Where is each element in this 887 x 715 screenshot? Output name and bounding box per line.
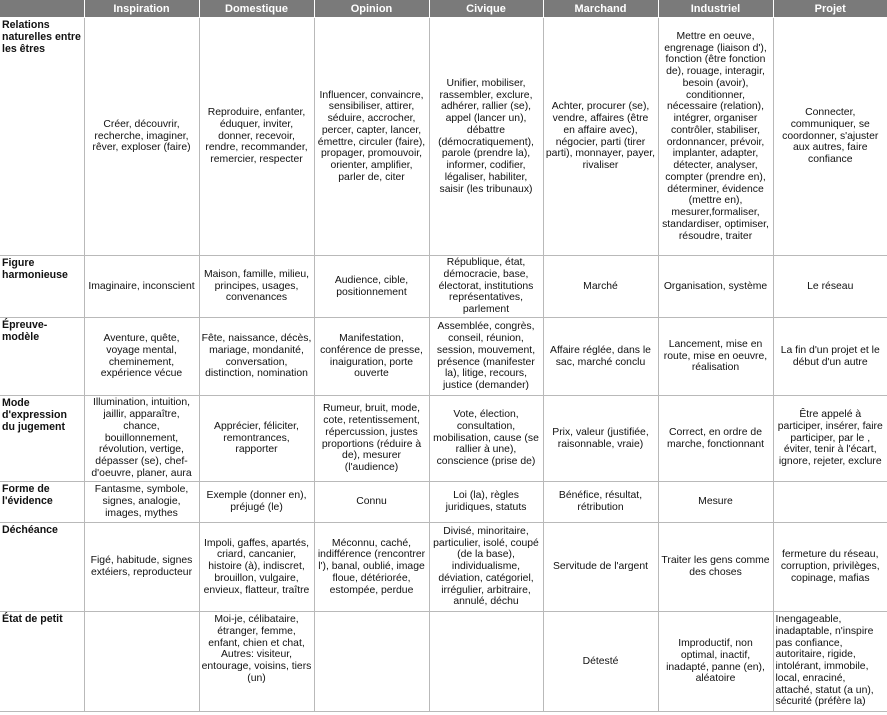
table-cell: Moi-je, célibataire, étranger, femme, enfant, chien et chat, Autres: visiteur, entourage, voisins, tiers (un) [199,612,314,712]
table-cell: Manifestation, conférence de presse, inaiguration, porte ouverte [314,318,429,396]
table-cell: Le réseau [773,256,887,318]
table-cell: Lancement, mise en route, mise en oeuvre, réalisation [658,318,773,396]
table-cell: Assemblée, congrès, conseil, réunion, session, mouvement, présence (manifester la), litige, recours, justice (demander) [429,318,543,396]
table-cell: Reproduire, enfanter, éduquer, inviter, donner, recevoir, rendre, recommander, remercier, respecter [199,18,314,256]
table-cell: Connu [314,482,429,523]
table-cell: Audience, cible, positionnement [314,256,429,318]
table-cell: La fin d'un projet et le début d'un autre [773,318,887,396]
table-cell: Affaire réglée, dans le sac, marché conclu [543,318,658,396]
header-projet: Projet [773,0,887,18]
table-cell [773,482,887,523]
header-civique: Civique [429,0,543,18]
table-cell: Méconnu, caché, indifférence (rencontrer l'), banal, oublié, image floue, détériorée, estompée, perdue [314,523,429,612]
table-cell: Impoli, gaffes, apartés, criard, cancanier, histoire (à), indiscret, brouillon, vulgaire, envieux, flatteur, traître [199,523,314,612]
header-row [0,0,887,18]
table-cell: Inengageable, inadaptable, n'inspire pas confiance, autoritaire, rigide, intolérant, immobile, local, enraciné, attaché, statut (a un), sécurité (préfère la) [773,612,887,712]
table-cell: Servitude de l'argent [543,523,658,612]
table-cell [314,612,429,712]
header-domestique: Domestique [199,0,314,18]
row-label: État de petit [0,612,84,712]
table-cell: Vote, élection, consultation, mobilisation, cause (se rallier à une), conscience (prise de) [429,396,543,482]
row-label: Forme de l'évidence [0,482,84,523]
table-cell: Aventure, quête, voyage mental, cheminement, expérience vécue [84,318,199,396]
table-cell: Improductif, non optimal, inactif, inadapté, panne (en), aléatoire [658,612,773,712]
row-epreuve-modele [0,318,887,396]
table-cell: Détesté [543,612,658,712]
table-cell: Influencer, convaincre, sensibiliser, attirer, séduire, accrocher, percer, capter, lancer, émettre, circuler (faire), propager, promouvoir, orienter, amplifier, parler de, citer [314,18,429,256]
table-cell: Marché [543,256,658,318]
table-cell: Achter, procurer (se), vendre, affaires (être en affaire avec), négocier, parti (tirer parti), monnayer, payer, rivaliser [543,18,658,256]
table-cell: Fête, naissance, décès, mariage, mondanité, conversation, distinction, nomination [199,318,314,396]
row-label: Déchéance [0,523,84,612]
table-cell [429,612,543,712]
row-label: Relations naturelles entre les êtres [0,18,84,256]
table-cell: Fantasme, symbole, signes, analogie, images, mythes [84,482,199,523]
table-cell: Loi (la), règles juridiques, statuts [429,482,543,523]
table-cell: Unifier, mobiliser, rassembler, exclure, adhérer, rallier (se), appel (lancer un), débattre (démocratiquement), parole (prendre la), informer, codifier, légaliser, habiliter, saisir (les tribunaux) [429,18,543,256]
row-figure-harmonieuse [0,256,887,318]
header-industriel: Industriel [658,0,773,18]
table-cell: République, état, démocracie, base, électorat, institutions représentatives, parlement [429,256,543,318]
table-cell: Exemple (donner en), préjugé (le) [199,482,314,523]
table-cell: Apprécier, féliciter, remontrances, rapporter [199,396,314,482]
table-cell: Mettre en oeuve, engrenage (liaison d'), fonction (être fonction de), rouage, interagir, besoin (avoir), conditionner, nécessaire (relation), intégrer, organiser contrôler, stabiliser, ordonnancer, prévoir, implanter, adapter, détecter, analyser, compter (prendre en), déterminer, évidence (mettre en), mesurer,formaliser, standardiser, optimiser, résoudre, traiter [658,18,773,256]
table-cell: Rumeur, bruit, mode, cote, retentissement, répercussion, justes proportions (réduire à de), mesurer (l'audience) [314,396,429,482]
row-forme-evidence [0,482,887,523]
table-cell: Créer, découvrir, recherche, imaginer, rêver, exploser (faire) [84,18,199,256]
table-cell: Figé, habitude, signes extéiers, reproducteur [84,523,199,612]
header-corner [0,0,84,18]
table-cell: Prix, valeur (justifiée, raisonnable, vraie) [543,396,658,482]
table-cell: Maison, famille, milieu, principes, usages, convenances [199,256,314,318]
row-relations-naturelles [0,18,887,256]
header-marchand: Marchand [543,0,658,18]
table-cell: Être appelé à participer, insérer, faire participer, par le , éviter, tenir à l'écart, ignore, rejeter, exclure [773,396,887,482]
table-cell [84,612,199,712]
table-cell: Imaginaire, inconscient [84,256,199,318]
row-mode-expression [0,396,887,482]
header-opinion: Opinion [314,0,429,18]
table-cell: fermeture du réseau, corruption, privilèges, copinage, mafias [773,523,887,612]
table-cell: Organisation, système [658,256,773,318]
table-cell: Divisé, minoritaire, particulier, isolé, coupé (de la base), individualisme, déviation, catégoriel, irrégulier, arbitraire, annulé, déchu [429,523,543,612]
table-cell: Correct, en ordre de marche, fonctionnant [658,396,773,482]
table-cell: Traiter les gens comme des choses [658,523,773,612]
table-cell: Mesure [658,482,773,523]
row-label: Mode d'expression du jugement [0,396,84,482]
header-inspiration: Inspiration [84,0,199,18]
row-etat-de-petit [0,612,887,712]
row-label: Épreuve-modèle [0,318,84,396]
table-cell: Illumination, intuition, jaillir, apparaître, chance, bouillonnement, révolution, vertige, dépasser (se), chef-d'oeuvre, planer, aura [84,396,199,482]
row-decheance [0,523,887,612]
table-cell: Bénéfice, résultat, rétribution [543,482,658,523]
table-cell: Connecter, communiquer, se coordonner, s'ajuster aux autres, faire confiance [773,18,887,256]
row-label: Figure harmonieuse [0,256,84,318]
